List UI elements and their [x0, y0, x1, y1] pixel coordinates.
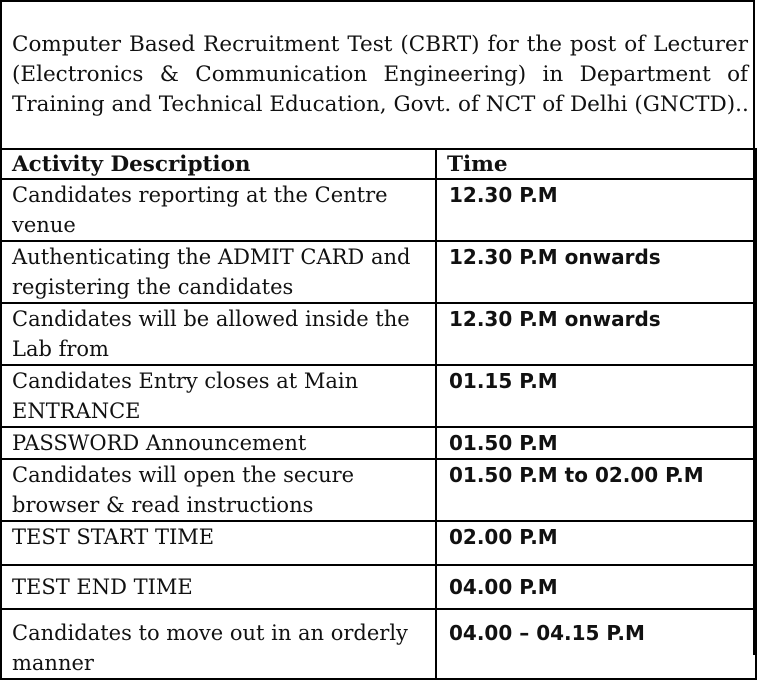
activity-cell: Candidates Entry closes at Main ENTRANCE: [1, 365, 436, 427]
activity-cell: Candidates will open the secure browser & read instructions: [1, 459, 436, 521]
time-cell: 01.50 P.M: [436, 427, 756, 459]
column-header-time: Time: [436, 149, 756, 179]
time-cell: 02.00 P.M: [436, 521, 756, 565]
time-cell: 01.50 P.M to 02.00 P.M: [436, 459, 756, 521]
notice-heading: [12, 30, 748, 120]
table-header-row: [1, 149, 756, 179]
table-row: [1, 609, 756, 679]
column-header-activity: Activity Description: [1, 149, 436, 179]
time-cell: 04.00 P.M: [436, 565, 756, 609]
time-cell: 12.30 P.M: [436, 179, 756, 241]
activity-cell: TEST START TIME: [1, 521, 436, 565]
table-row: [1, 565, 756, 609]
table-row: [1, 241, 756, 303]
table-row: [1, 459, 756, 521]
table-row: [1, 303, 756, 365]
time-cell: 12.30 P.M onwards: [436, 303, 756, 365]
time-cell: 01.15 P.M: [436, 365, 756, 427]
activity-cell: Authenticating the ADMIT CARD and registering the candidates: [1, 241, 436, 303]
time-cell: 04.00 – 04.15 P.M: [436, 609, 756, 679]
heading-line: (Electronics & Communication Engineering) in Department of: [12, 62, 748, 87]
heading-line: Training and Technical Education, Govt. of NCT of Delhi (GNCTD)..: [12, 92, 749, 117]
time-cell: 12.30 P.M onwards: [436, 241, 756, 303]
activity-cell: PASSWORD Announcement: [1, 427, 436, 459]
table-row: [1, 179, 756, 241]
activity-cell: TEST END TIME: [1, 565, 436, 609]
schedule-table: [0, 148, 757, 680]
activity-cell: Candidates to move out in an orderly manner: [1, 609, 436, 679]
table-row: [1, 427, 756, 459]
table-row: [1, 521, 756, 565]
activity-cell: Candidates reporting at the Centre venue: [1, 179, 436, 241]
heading-line: Computer Based Recruitment Test (CBRT) for the post of Lecturer: [12, 32, 748, 57]
activity-cell: Candidates will be allowed inside the Lab from: [1, 303, 436, 365]
table-row: [1, 365, 756, 427]
